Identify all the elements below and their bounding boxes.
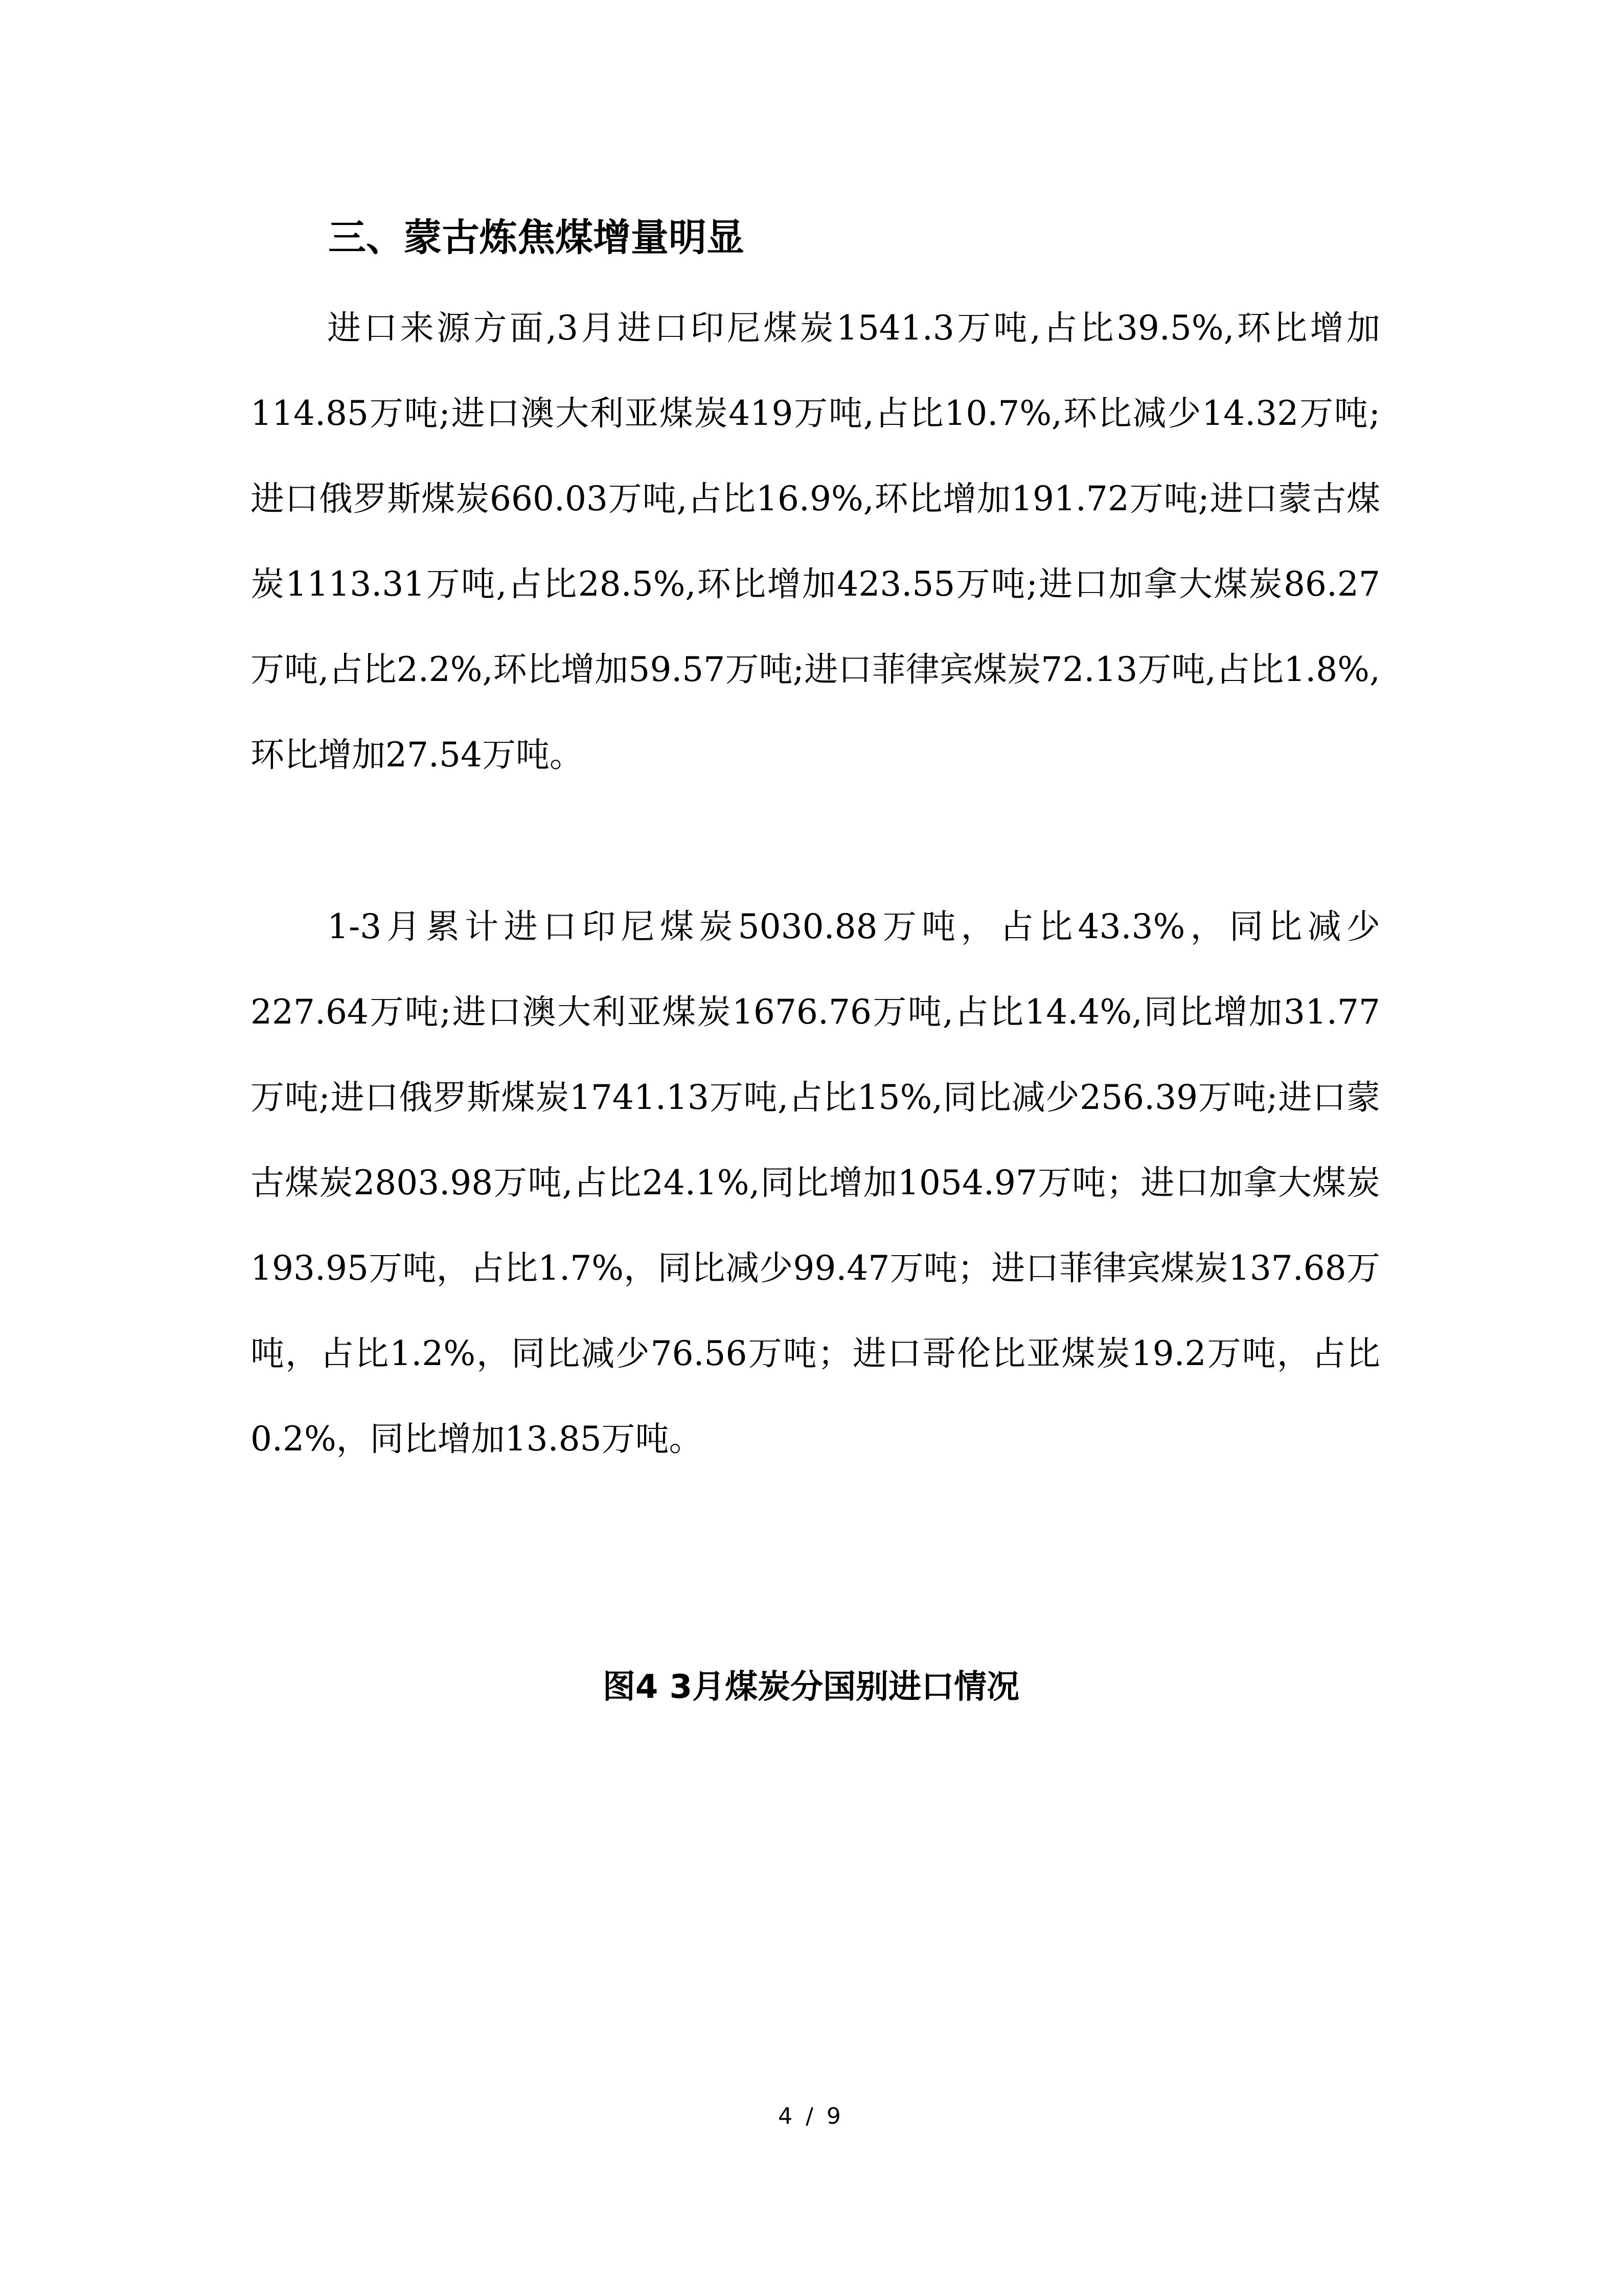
figure-caption: 图4 3月煤炭分国别进口情况 — [602, 1668, 1020, 1706]
paragraph-cumulative-import-sources: 1-3月累计进口印尼煤炭5030.88万吨，占比43.3%，同比减少227.64万吨;进口澳大利亚煤炭1676.76万吨,占比14.4%,同比增加31.77万吨;进口俄罗斯煤炭1741.13万吨,占比15%,同比减少256.39万吨;进口蒙古煤炭2803.98万吨,占比24.1%,同比增加1054.97万吨；进口加拿大煤炭193.95万吨，占比1.7%，同比减少99.47万吨；进口菲律宾煤炭137.68万吨，占比1.2%，同比减少76.56万吨；进口哥伦比亚煤炭19.2万吨，占比0.2%，同比增加13.85万吨。 — [250, 907, 1380, 1459]
paragraph-monthly-import-sources: 进口来源方面,3月进口印尼煤炭1541.3万吨,占比39.5%,环比增加114.85万吨;进口澳大利亚煤炭419万吨,占比10.7%,环比减少14.32万吨;进口俄罗斯煤炭660.03万吨,占比16.9%,环比增加191.72万吨;进口蒙古煤炭1113.31万吨,占比28.5%,环比增加423.55万吨;进口加拿大煤炭86.27万吨,占比2.2%,环比增加59.57万吨;进口菲律宾煤炭72.13万吨,占比1.8%,环比增加27.54万吨。 — [250, 308, 1380, 775]
page-number: 4 / 9 — [778, 2103, 844, 2129]
section-heading: 三、蒙古炼焦煤增量明显 — [328, 216, 744, 260]
